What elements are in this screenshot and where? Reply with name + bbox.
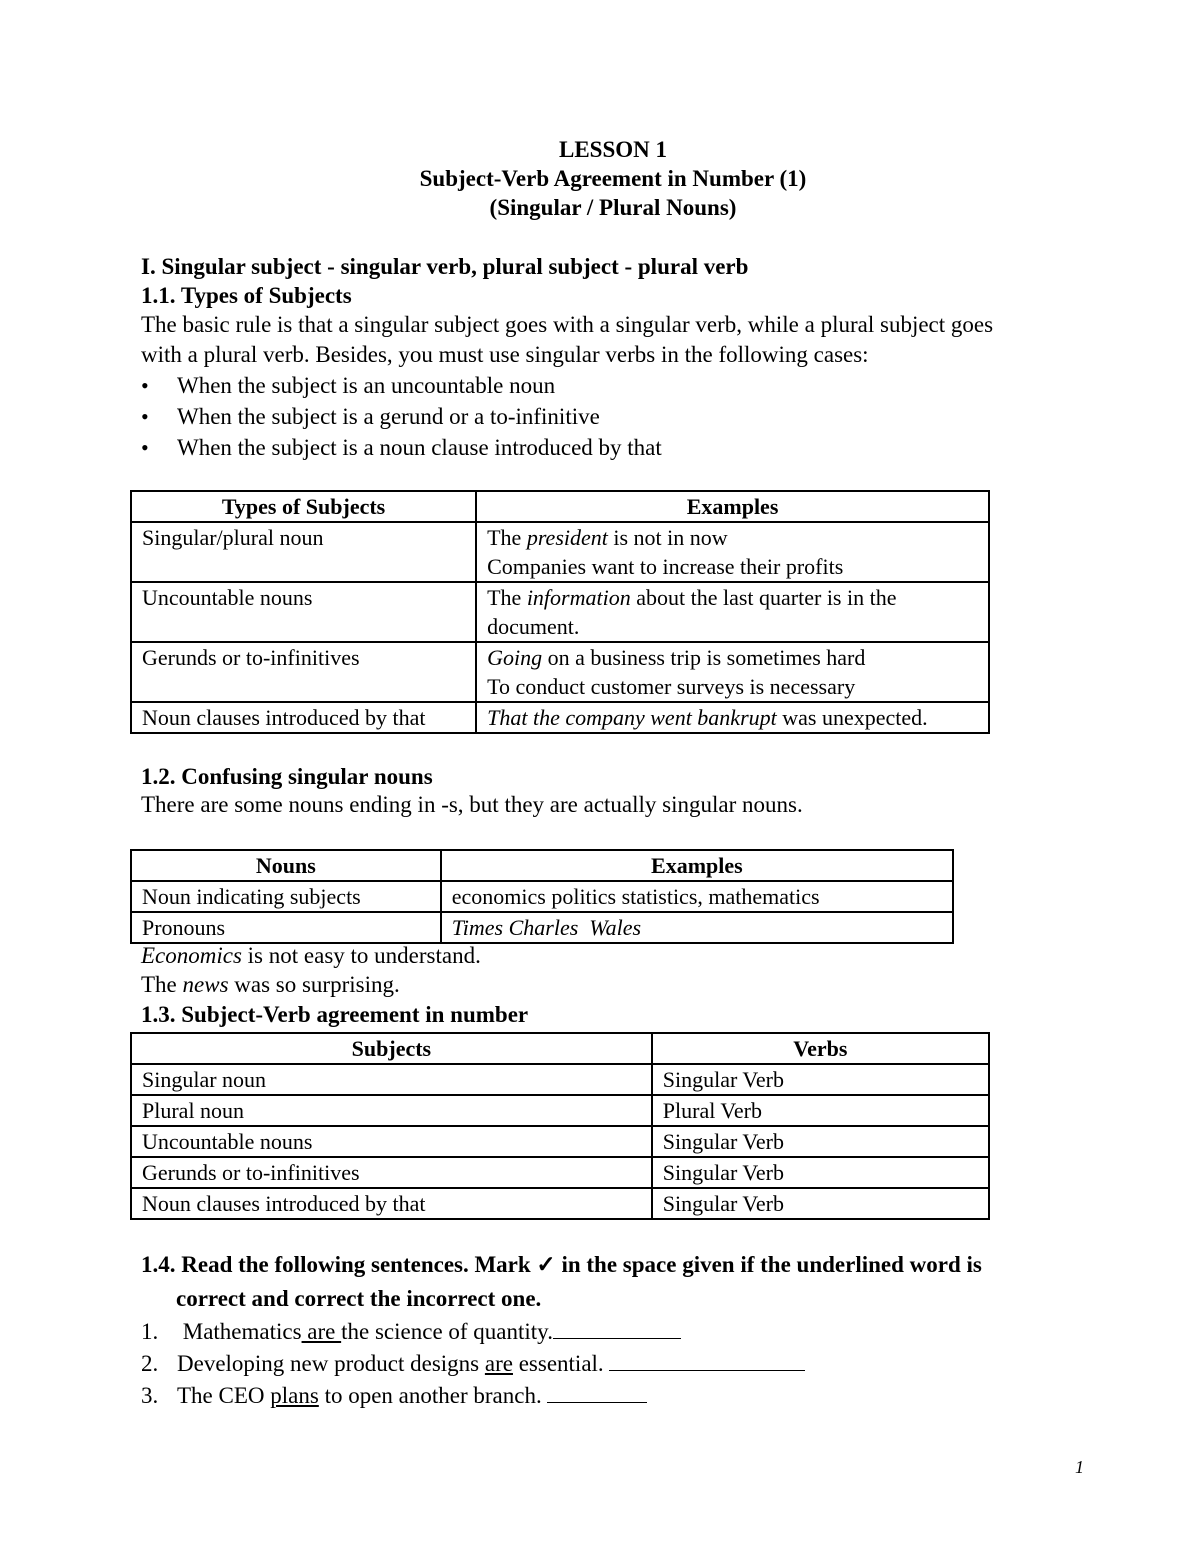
table-cell	[441, 912, 953, 943]
lesson-header	[0, 135, 1200, 222]
intro-paragraph-line-1: The basic rule is that a singular subject goes with a singular verb, while a plural subject goes	[141, 312, 994, 337]
section-1-heading: I. Singular subject - singular verb, plural subject - plural verb	[141, 254, 749, 279]
section-1-2-heading: 1.2. Confusing singular nouns	[141, 764, 433, 789]
example-text: on a business trip is sometimes hard	[542, 645, 866, 670]
example-italic: That the company went bankrupt	[487, 705, 777, 730]
underlined-word: are	[301, 1319, 342, 1344]
column-header: Examples	[441, 850, 953, 881]
table-cell: Uncountable nouns	[131, 1126, 652, 1157]
table-cell: Plural noun	[131, 1095, 652, 1126]
column-header: Verbs	[652, 1033, 989, 1064]
lesson-number: LESSON 1	[558, 137, 667, 162]
list-item: • When the subject is a gerund or a to-infinitive	[141, 401, 662, 432]
item-number: 1.	[141, 1319, 159, 1344]
answer-blank[interactable]	[609, 1348, 805, 1371]
table-row	[131, 582, 989, 642]
page-number: 1	[1075, 1457, 1084, 1477]
table-cell: Singular Verb	[652, 1157, 989, 1188]
subject-verb-table	[130, 1032, 990, 1220]
exercise-item-1	[141, 1316, 805, 1348]
table-row	[131, 1188, 989, 1219]
table-row	[131, 881, 953, 912]
sentence-text: essential.	[512, 1351, 610, 1376]
example-text: was so surprising.	[228, 972, 400, 997]
table-cell: Gerunds or to-infinitives	[131, 642, 476, 702]
example-italic: Times Charles Wales	[451, 915, 642, 940]
table-cell: Noun clauses introduced by that	[131, 702, 476, 733]
example-sentence-2	[141, 970, 400, 1000]
lesson-subtitle: (Singular / Plural Nouns)	[489, 195, 737, 220]
table-cell: Pronouns	[131, 912, 441, 943]
table-cell: Singular Verb	[652, 1188, 989, 1219]
sentence-text: Developing new product designs	[177, 1351, 485, 1376]
example-text: The	[487, 585, 527, 610]
answer-blank[interactable]	[553, 1316, 681, 1339]
example-text: To conduct customer surveys is necessary	[487, 674, 856, 699]
table-row	[131, 642, 989, 702]
table-cell: Gerunds or to-infinitives	[131, 1157, 652, 1188]
example-text: was unexpected.	[776, 705, 928, 730]
section-1-3-heading: 1.3. Subject-Verb agreement in number	[141, 1002, 529, 1027]
example-text: Companies want to increase their profits	[487, 554, 844, 579]
example-text: The	[141, 972, 183, 997]
table-cell: Singular noun	[131, 1064, 652, 1095]
column-header: Subjects	[131, 1033, 652, 1064]
table-header-row	[131, 1033, 989, 1064]
example-italic: news	[182, 972, 229, 997]
column-header: Examples	[476, 491, 989, 522]
example-italic: information	[526, 585, 631, 610]
example-text: is not easy to understand.	[241, 943, 481, 968]
types-of-subjects-table	[130, 490, 990, 734]
example-sentence-1	[141, 941, 481, 971]
exercise-item-3	[141, 1380, 805, 1412]
table-header-row	[131, 850, 953, 881]
example-text: is not in now	[607, 525, 728, 550]
sentence-text: the science of quantity.	[341, 1319, 553, 1344]
table-row	[131, 1095, 989, 1126]
list-item: • When the subject is an uncountable noun	[141, 370, 662, 401]
item-number: 3.	[141, 1383, 159, 1408]
sentence-text: to open another branch.	[318, 1383, 548, 1408]
table-cell	[476, 522, 989, 582]
section-1-1-heading: 1.1. Types of Subjects	[141, 283, 352, 308]
exercise-item-2	[141, 1348, 805, 1380]
section-1-4-heading-line-1: 1.4. Read the following sentences. Mark ✓ in the space given if the underlined word is	[141, 1252, 982, 1277]
table-cell: Singular Verb	[652, 1126, 989, 1157]
section-1-4-heading-line-2: correct and correct the incorrect one.	[176, 1286, 542, 1311]
table-cell: Plural Verb	[652, 1095, 989, 1126]
table-cell: Noun clauses introduced by that	[131, 1188, 652, 1219]
section-1-2-paragraph: There are some nouns ending in -s, but they are actually singular nouns.	[141, 792, 803, 817]
table-cell: Singular Verb	[652, 1064, 989, 1095]
example-text: document.	[487, 614, 580, 639]
confusing-nouns-table	[130, 849, 954, 944]
example-text: about the last quarter is in the	[630, 585, 897, 610]
exercise-list	[141, 1316, 805, 1412]
table-row	[131, 1157, 989, 1188]
lesson-title: Subject-Verb Agreement in Number (1)	[419, 166, 807, 191]
intro-paragraph-line-2: with a plural verb. Besides, you must use singular verbs in the following cases:	[141, 342, 869, 367]
sentence-text: The CEO	[177, 1383, 271, 1408]
table-row	[131, 1126, 989, 1157]
table-cell: Singular/plural noun	[131, 522, 476, 582]
item-number: 2.	[141, 1351, 159, 1376]
table-cell	[476, 702, 989, 733]
table-cell	[476, 582, 989, 642]
list-item: • When the subject is a noun clause introduced by that	[141, 432, 662, 463]
sentence-text: Mathematics	[177, 1319, 302, 1344]
column-header: Nouns	[131, 850, 441, 881]
table-cell: Uncountable nouns	[131, 582, 476, 642]
table-cell	[476, 642, 989, 702]
example-italic: Going	[487, 645, 543, 670]
underlined-word: are	[484, 1351, 513, 1376]
example-italic: president	[526, 525, 608, 550]
cases-bullet-list	[141, 370, 662, 463]
answer-blank[interactable]	[547, 1380, 647, 1403]
table-row	[131, 522, 989, 582]
table-row	[131, 1064, 989, 1095]
table-cell: economics politics statistics, mathematics	[441, 881, 953, 912]
column-header: Types of Subjects	[131, 491, 476, 522]
table-cell: Noun indicating subjects	[131, 881, 441, 912]
table-row	[131, 912, 953, 943]
underlined-word: plans	[270, 1383, 319, 1408]
example-text: The	[487, 525, 527, 550]
example-italic: Economics	[141, 943, 242, 968]
table-header-row	[131, 491, 989, 522]
table-row	[131, 702, 989, 733]
